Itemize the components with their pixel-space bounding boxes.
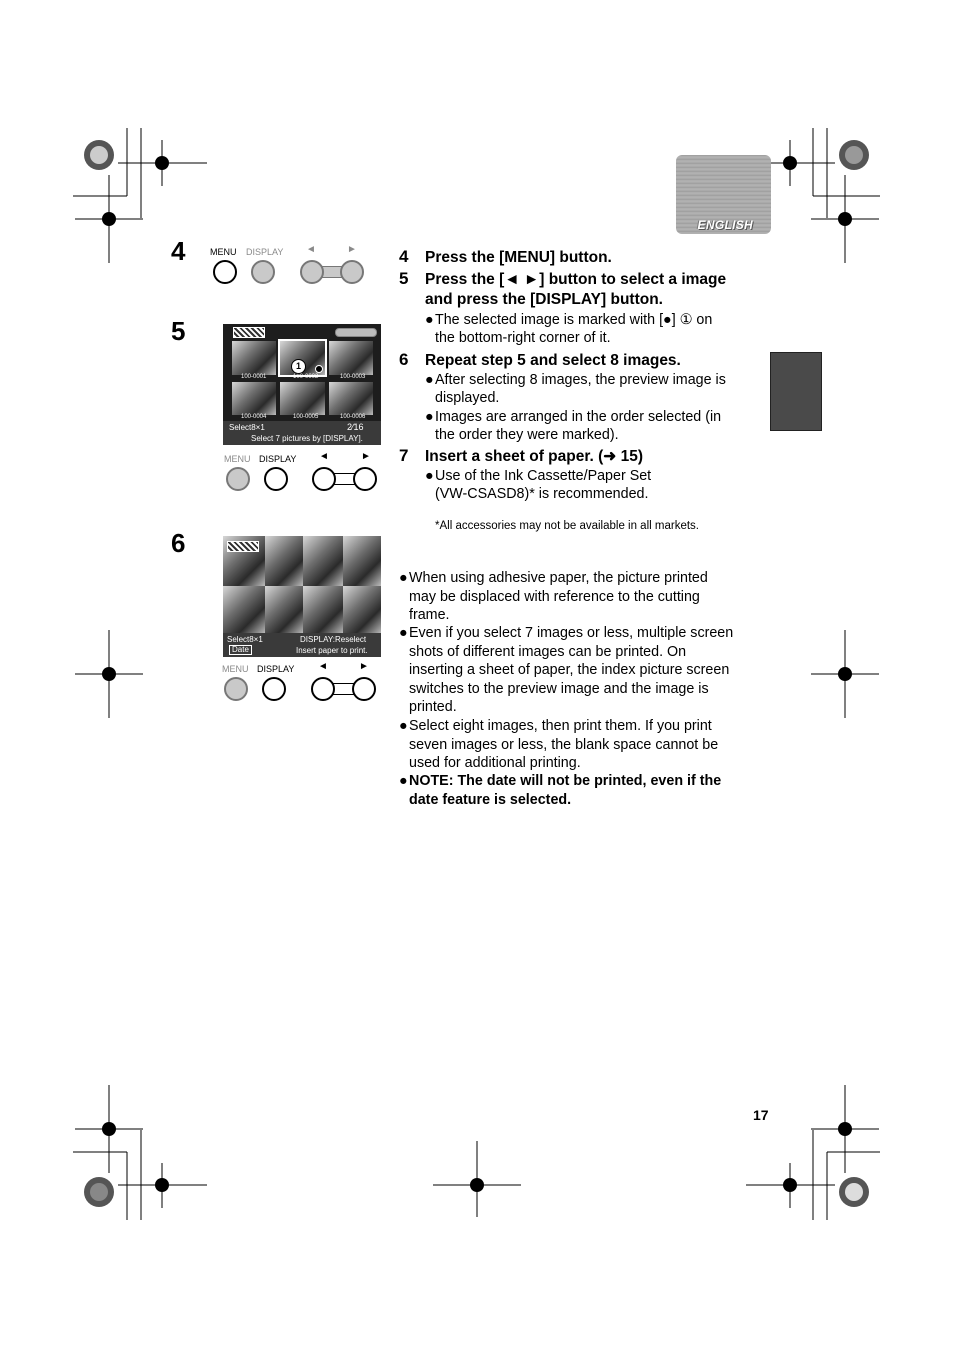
right-arrow-button[interactable]	[353, 467, 377, 491]
thumbnail-5[interactable]	[280, 382, 325, 415]
display-button-label: DISPLAY	[259, 454, 297, 464]
selected-mark-icon	[315, 365, 323, 373]
note-line: printed.	[409, 699, 457, 715]
step-5-heading-cont: and press the [DISPLAY] button.	[425, 291, 663, 308]
thumbnail-label: 100-0002	[293, 374, 319, 380]
left-arrow-label: ◄	[306, 244, 316, 255]
note-line: When using adhesive paper, the picture printed	[409, 570, 708, 586]
preview-image-3	[303, 536, 343, 586]
step-6-bullet-1	[425, 371, 726, 390]
preview-image-7	[303, 586, 343, 634]
step-5-bullet-cont: the bottom-right corner of it.	[435, 330, 611, 346]
step-5-heading	[399, 268, 726, 290]
menu-button-label: MENU	[222, 664, 249, 674]
step-6-bullet-1-cont: displayed.	[435, 390, 500, 406]
step-6-bullet-2-cont: the order they were marked).	[435, 427, 619, 443]
preview-image-6	[265, 586, 303, 634]
left-arrow-button[interactable]	[311, 677, 335, 701]
menu-button[interactable]	[224, 677, 248, 701]
bullet-icon: ●	[425, 409, 434, 425]
menu-button-label: MENU	[224, 454, 251, 464]
note-line: frame.	[409, 607, 450, 623]
display-button[interactable]	[262, 677, 286, 701]
bullet-text: After selecting 8 images, the preview image is	[435, 372, 726, 388]
step-text: Insert a sheet of paper. (➜ 15)	[425, 448, 643, 465]
thumbnail-label: 100-0004	[241, 414, 267, 420]
right-arrow-button[interactable]	[352, 677, 376, 701]
date-badge: Date	[229, 645, 252, 655]
preview-image-4	[343, 536, 381, 586]
bullet-icon: ●	[425, 372, 434, 388]
step-text: Press the [◄ ►] button to select a image	[425, 271, 727, 288]
lcd-preview-screen	[223, 536, 381, 657]
bullet-text: Use of the Ink Cassette/Paper Set	[435, 468, 652, 484]
step-4-heading	[399, 246, 612, 268]
thumbnail-1[interactable]	[232, 341, 276, 375]
left-arrow-button[interactable]	[312, 467, 336, 491]
menu-button[interactable]	[213, 260, 237, 284]
footnote: *All accessories may not be available in all markets.	[435, 520, 699, 532]
step-4-number: 4	[171, 236, 186, 266]
menu-button[interactable]	[226, 467, 250, 491]
note-line: may be displaced with reference to the cutting	[409, 588, 700, 605]
bullet-icon: ●	[399, 570, 408, 586]
step-6-heading	[399, 349, 681, 371]
step-number: 6	[399, 350, 409, 369]
battery-icon	[227, 541, 259, 552]
note-line: Select eight images, then print them. If you print	[409, 718, 712, 734]
left-arrow-label: ◄	[318, 661, 328, 672]
thumbnail-label: 100-0006	[340, 414, 366, 420]
step-number: 5	[399, 269, 409, 288]
menu-button-label: MENU	[210, 247, 237, 257]
note-line: switches to the preview image and the image is	[409, 680, 709, 697]
note-1	[399, 569, 754, 625]
step-7-bullet-cont: (VW-CSASD8)* is recommended.	[435, 486, 649, 502]
reselect-hint: DISPLAY:Reselect	[300, 635, 367, 644]
note-line: shots of different images can be printed. On	[409, 643, 687, 660]
page-number: 17	[753, 1107, 769, 1123]
bullet-icon: ●	[399, 773, 408, 789]
step-5-bullet	[425, 311, 713, 330]
language-tab-label: ENGLISH	[697, 218, 753, 232]
thumbnail-6[interactable]	[329, 382, 373, 415]
note-3	[399, 717, 754, 773]
select-count: Select8×1	[229, 423, 265, 432]
lcd-status-bar	[223, 421, 381, 445]
note-4-warning	[399, 772, 754, 809]
left-arrow-label: ◄	[319, 451, 329, 462]
lcd-status-bar	[223, 633, 381, 657]
bullet-text: Images are arranged in the order selected (in	[435, 409, 722, 425]
preview-image-5	[223, 586, 265, 634]
bullet-icon: ●	[399, 625, 408, 641]
select-count: Select8×1	[227, 635, 263, 644]
left-arrow-button[interactable]	[300, 260, 324, 284]
insert-paper-hint: Insert paper to print.	[296, 646, 368, 655]
lcd-hint: Select 7 pictures by [DISPLAY].	[251, 434, 363, 443]
battery-icon	[233, 327, 265, 338]
preview-image-8	[343, 586, 381, 634]
thumbnail-3[interactable]	[329, 341, 373, 375]
note-line: seven images or less, the blank space cannot be	[409, 736, 719, 753]
bullet-text: The selected image is marked with [●] ① on	[435, 312, 713, 328]
step-text: Repeat step 5 and select 8 images.	[425, 352, 681, 369]
right-arrow-label: ►	[361, 451, 371, 462]
note-2	[399, 624, 754, 717]
note-line: NOTE: The date will not be printed, even if the	[409, 773, 722, 789]
preview-image-2	[265, 536, 303, 586]
step-6-number: 6	[171, 528, 186, 558]
counter-badge	[335, 328, 377, 337]
right-arrow-label: ►	[347, 244, 357, 255]
step-6-bullet-2	[425, 408, 722, 427]
thumbnail-label: 100-0001	[241, 374, 267, 380]
display-button[interactable]	[251, 260, 275, 284]
note-line: date feature is selected.	[409, 791, 572, 808]
note-line: inserting a sheet of paper, the index picture screen	[409, 662, 730, 678]
thumbnail-4[interactable]	[232, 382, 276, 415]
step-number: 7	[399, 446, 409, 465]
step-5-number: 5	[171, 316, 186, 346]
display-button-label: DISPLAY	[246, 247, 284, 257]
note-line: Even if you select 7 images or less, multiple screen	[409, 625, 734, 641]
bullet-icon: ●	[399, 718, 408, 734]
lcd-thumbnail-screen	[223, 324, 381, 445]
arrow-button-bridge	[322, 266, 342, 278]
display-button-label: DISPLAY	[257, 664, 295, 674]
selection-marker-callout: 1	[291, 359, 306, 374]
language-tab	[676, 155, 771, 234]
step-7-heading	[399, 445, 643, 467]
right-arrow-label: ►	[359, 661, 369, 672]
step-text: Press the [MENU] button.	[425, 249, 612, 266]
thumbnail-label: 100-0003	[340, 374, 366, 380]
right-arrow-button[interactable]	[340, 260, 364, 284]
display-button[interactable]	[264, 467, 288, 491]
step-7-bullet	[425, 467, 652, 486]
thumbnail-label: 100-0005	[293, 414, 319, 420]
page-counter: 2⁄16	[347, 422, 364, 432]
bullet-icon: ●	[425, 312, 434, 328]
section-marker-block	[770, 352, 822, 431]
bullet-icon: ●	[425, 468, 434, 484]
step-number: 4	[399, 247, 409, 266]
note-line: used for additional printing.	[409, 755, 581, 771]
